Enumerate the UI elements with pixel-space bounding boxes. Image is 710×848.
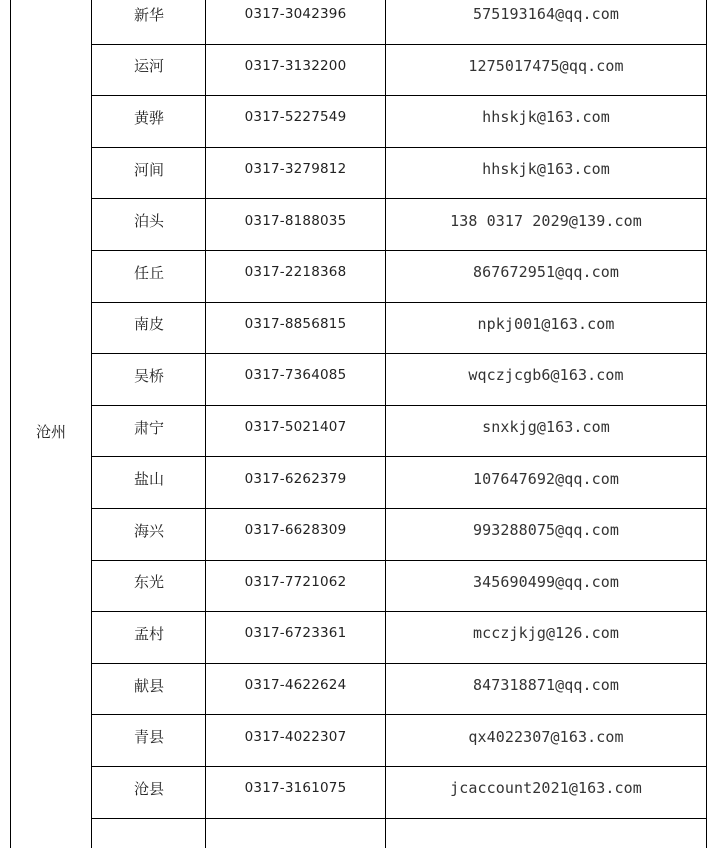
email-text: mcczjkjg@126.com [472, 624, 620, 643]
email-cell [386, 508, 707, 560]
email-text: 575193164@qq.com [472, 5, 620, 24]
phone-cell [206, 508, 386, 560]
county-text: 任丘 [134, 263, 165, 282]
table-row [11, 766, 707, 818]
email-cell [386, 457, 707, 509]
email-cell [386, 560, 707, 612]
phone-cell [206, 818, 386, 848]
county-text: 海兴 [134, 521, 165, 540]
phone-cell [206, 0, 386, 44]
county-cell [92, 250, 206, 302]
email-cell [386, 715, 707, 767]
phone-text: 0317-8856815 [244, 315, 347, 332]
email-text: 107647692@qq.com [472, 469, 620, 488]
city-cell: 沧州 [11, 0, 92, 848]
table-row [11, 44, 707, 96]
email-cell [386, 612, 707, 664]
table-row [11, 405, 707, 457]
phone-text: 0317-6262379 [244, 470, 347, 487]
county-text: 新华 [134, 5, 165, 24]
phone-cell [206, 302, 386, 354]
county-cell [92, 560, 206, 612]
phone-text: 0317-6723361 [244, 625, 347, 642]
county-text: 献县 [134, 676, 165, 695]
phone-cell [206, 354, 386, 406]
county-cell [92, 44, 206, 96]
county-cell [92, 663, 206, 715]
phone-cell [206, 663, 386, 715]
email-cell [386, 44, 707, 96]
table-row [11, 457, 707, 509]
email-cell [386, 147, 707, 199]
county-text: 运河 [134, 57, 165, 76]
table-row [11, 302, 707, 354]
email-text: 345690499@qq.com [472, 572, 620, 591]
phone-text: 0317-8188035 [244, 212, 347, 229]
email-text: 867672951@qq.com [472, 263, 620, 282]
table-row [11, 250, 707, 302]
county-text: 孟村 [134, 624, 165, 643]
phone-text: 0317-3042396 [244, 6, 347, 23]
email-text: qx4022307@163.com [468, 727, 624, 746]
table-row [11, 715, 707, 767]
phone-text: 0317-2218368 [244, 264, 347, 281]
table-row [11, 96, 707, 148]
county-cell [92, 199, 206, 251]
county-text: 河间 [134, 160, 165, 179]
contact-table-body [11, 0, 707, 848]
phone-cell [206, 250, 386, 302]
phone-cell [206, 96, 386, 148]
phone-text: 0317-5021407 [244, 419, 347, 436]
email-cell [386, 818, 707, 848]
email-text: 847318871@qq.com [472, 676, 620, 695]
phone-cell [206, 560, 386, 612]
email-text: hhskjk@163.com [482, 108, 610, 127]
county-cell [92, 457, 206, 509]
phone-text: 0317-3132200 [244, 57, 347, 74]
table-row [11, 0, 707, 44]
county-text: 盐山 [134, 470, 165, 489]
email-text: wqczjcgb6@163.com [468, 366, 624, 385]
county-cell [92, 0, 206, 44]
county-cell [92, 147, 206, 199]
email-cell [386, 96, 707, 148]
county-cell [92, 818, 206, 848]
email-cell [386, 405, 707, 457]
county-text: 黄骅 [134, 108, 165, 127]
county-text: 东光 [134, 573, 165, 592]
phone-cell [206, 199, 386, 251]
phone-text: 0317-4022307 [244, 728, 347, 745]
email-cell [386, 199, 707, 251]
email-cell [386, 250, 707, 302]
table-row [11, 663, 707, 715]
email-text: 993288075@qq.com [472, 521, 620, 540]
county-text: 沧县 [134, 779, 165, 798]
phone-cell [206, 766, 386, 818]
phone-cell [206, 612, 386, 664]
phone-text: 0317-5227549 [244, 109, 347, 126]
email-cell [386, 354, 707, 406]
table-row [11, 612, 707, 664]
table-row [11, 147, 707, 199]
email-cell [386, 663, 707, 715]
county-cell [92, 766, 206, 818]
county-text: 肃宁 [134, 418, 165, 437]
email-cell [386, 302, 707, 354]
phone-text: 0317-7721062 [244, 573, 347, 590]
county-text: 吴桥 [134, 366, 165, 385]
county-cell [92, 96, 206, 148]
contact-table [10, 0, 707, 848]
phone-text: 0317-4622624 [244, 677, 347, 694]
email-cell [386, 766, 707, 818]
email-text: 1275017475@qq.com [468, 56, 624, 75]
county-text: 青县 [134, 728, 165, 747]
phone-text: 0317-7364085 [244, 367, 347, 384]
email-text: npkj001@163.com [477, 314, 615, 333]
phone-cell [206, 147, 386, 199]
email-text: hhskjk@163.com [482, 160, 610, 179]
county-cell [92, 508, 206, 560]
phone-cell [206, 715, 386, 767]
email-cell [386, 0, 707, 44]
county-text: 南皮 [134, 315, 165, 334]
table-row [11, 560, 707, 612]
county-cell [92, 715, 206, 767]
email-text: snxkjg@163.com [482, 418, 610, 437]
phone-text: 0317-6628309 [244, 522, 347, 539]
email-text: jcaccount2021@163.com [450, 779, 642, 798]
phone-cell [206, 405, 386, 457]
table-row [11, 818, 707, 848]
email-text: 138 0317 2029@139.com [450, 211, 642, 230]
phone-cell [206, 44, 386, 96]
table-row [11, 199, 707, 251]
county-cell [92, 354, 206, 406]
phone-text: 0317-3279812 [244, 161, 347, 178]
county-cell [92, 405, 206, 457]
phone-text: 0317-3161075 [244, 780, 347, 797]
county-cell [92, 302, 206, 354]
phone-cell [206, 457, 386, 509]
county-cell [92, 612, 206, 664]
table-row [11, 354, 707, 406]
county-text: 泊头 [134, 212, 165, 231]
table-row [11, 508, 707, 560]
